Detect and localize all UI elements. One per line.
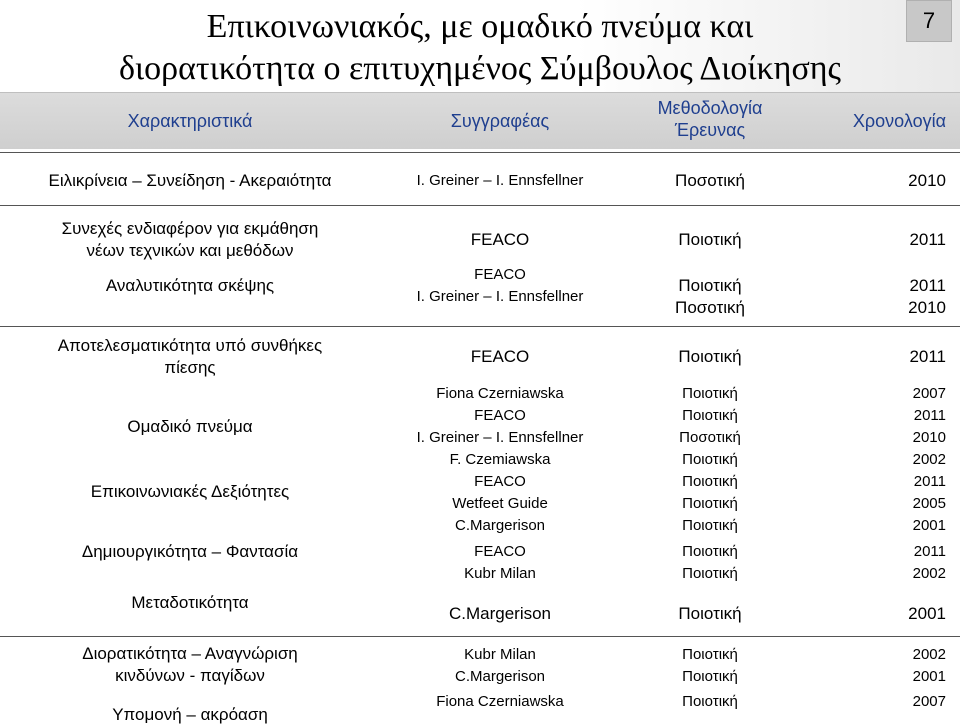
method-line: Ποιοτική	[682, 517, 738, 534]
method-cell	[620, 644, 800, 688]
year-line: 2011	[913, 407, 946, 424]
author-cell: I. Greiner – I. Ennsfellner	[416, 172, 584, 189]
year-line: 2002	[912, 565, 946, 582]
slide-title	[0, 6, 960, 90]
year-cell: 2001	[908, 604, 946, 623]
author-cell	[380, 471, 620, 537]
author-line: Kubr Milan	[464, 646, 536, 663]
author-cell: C.Margerison	[448, 604, 552, 623]
trait-learning	[0, 218, 380, 262]
method-cell: Ποιοτική	[678, 347, 742, 366]
divider	[0, 636, 960, 637]
author-line: Wetfeet Guide	[452, 495, 548, 512]
year-cell: 2011	[909, 347, 946, 366]
method-line: Ποιοτική	[682, 385, 738, 402]
author-cell	[380, 383, 620, 471]
method-cell: Ποσοτική	[675, 171, 745, 190]
method-cell	[620, 541, 800, 585]
divider	[0, 205, 960, 206]
year-cell	[800, 471, 960, 537]
author-line: C.Margerison	[454, 668, 546, 685]
method-cell	[620, 275, 800, 319]
author-line: I. Greiner – I. Ennsfellner	[416, 288, 584, 305]
method-line: Ποιοτική	[682, 473, 738, 490]
method-cell: Ποιοτική	[678, 604, 742, 623]
year-line: 2011	[909, 276, 946, 295]
year-line: 2007	[912, 385, 946, 402]
author-line: C.Margerison	[454, 517, 546, 534]
table-header	[0, 92, 960, 149]
slide-title-line2: διορατικότητα ο επιτυχημένος Σύμβουλος Διοίκησης	[118, 50, 842, 87]
author-line: FEACO	[474, 407, 526, 424]
trait-analytical: Αναλυτικότητα σκέψης	[105, 276, 275, 295]
author-line: F. Czemiawska	[449, 451, 551, 468]
method-cell: Ποιοτική	[682, 693, 738, 710]
divider	[0, 152, 960, 153]
trait-honesty: Ειλικρίνεια – Συνείδηση - Ακεραιότητα	[48, 171, 332, 190]
method-line: Ποιοτική	[682, 646, 738, 663]
trait-line: νέων τεχνικών και μεθόδων	[86, 241, 294, 260]
method-line: Ποιοτική	[682, 495, 738, 512]
author-line: Kubr Milan	[464, 565, 536, 582]
author-cell	[380, 541, 620, 585]
author-cell	[380, 644, 620, 688]
method-line: Ποσοτική	[675, 298, 745, 317]
method-line: Ποιοτική	[682, 565, 738, 582]
year-line: 2010	[912, 429, 946, 446]
method-cell	[620, 383, 800, 471]
year-line: 2001	[912, 668, 946, 685]
slide-title-line1: Επικοινωνιακός, με ομαδικό πνεύμα και	[206, 8, 754, 45]
method-line: Ποιοτική	[682, 543, 738, 560]
author-line: Fiona Czerniawska	[436, 385, 564, 402]
trait-patience: Υπομονή – ακρόαση	[112, 705, 268, 724]
year-cell	[800, 541, 960, 585]
trait-insight	[0, 643, 380, 687]
slide-number: 7	[906, 0, 952, 42]
year-cell: 2007	[912, 693, 946, 710]
author-cell: Fiona Czerniawska	[436, 693, 564, 710]
author-cell	[380, 264, 620, 308]
year-cell	[800, 275, 960, 319]
header-author: Συγγραφέας	[450, 111, 550, 131]
method-line: Ποιοτική	[682, 668, 738, 685]
trait-communication: Επικοινωνιακές Δεξιότητες	[90, 482, 290, 501]
author-line: FEACO	[474, 473, 526, 490]
trait-line: Συνεχές ενδιαφέρον για εκμάθηση	[61, 219, 319, 238]
year-line: 2005	[912, 495, 946, 512]
method-line: Ποιοτική	[678, 276, 742, 295]
author-line: FEACO	[474, 266, 526, 283]
year-line: 2002	[912, 646, 946, 663]
year-line: 2011	[913, 543, 946, 560]
trait-pressure	[0, 335, 380, 379]
method-line: Ποσοτική	[679, 429, 741, 446]
trait-line: Αποτελεσματικότητα υπό συνθήκες	[57, 336, 323, 355]
divider	[0, 326, 960, 327]
author-cell: FEACO	[470, 347, 530, 366]
trait-line: Διορατικότητα – Αναγνώριση	[82, 644, 298, 663]
year-cell: 2010	[908, 171, 946, 190]
method-cell	[620, 471, 800, 537]
header-method-line2: Έρευνας	[674, 120, 746, 140]
year-line: 2002	[912, 451, 946, 468]
year-cell	[800, 644, 960, 688]
method-line: Ποιοτική	[682, 407, 738, 424]
trait-line: πίεσης	[164, 358, 216, 377]
author-line: FEACO	[474, 543, 526, 560]
trait-teamwork: Ομαδικό πνεύμα	[127, 417, 253, 436]
header-year: Χρονολογία	[852, 111, 946, 131]
trait-transmissibility: Μεταδοτικότητα	[131, 593, 249, 612]
trait-line: κινδύνων - παγίδων	[115, 666, 265, 685]
trait-creativity: Δημιουργικότητα – Φαντασία	[81, 542, 299, 561]
year-line: 2011	[913, 473, 946, 490]
year-line: 2001	[912, 517, 946, 534]
year-line: 2010	[908, 298, 946, 317]
year-cell: 2011	[909, 230, 946, 249]
method-line: Ποιοτική	[682, 451, 738, 468]
header-method	[620, 97, 800, 141]
header-method-line1: Μεθοδολογία	[657, 98, 763, 118]
year-cell	[800, 383, 960, 471]
author-cell: FEACO	[470, 230, 530, 249]
author-line: I. Greiner – I. Ennsfellner	[416, 429, 584, 446]
header-traits: Χαρακτηριστικά	[127, 111, 253, 131]
method-cell: Ποιοτική	[678, 230, 742, 249]
